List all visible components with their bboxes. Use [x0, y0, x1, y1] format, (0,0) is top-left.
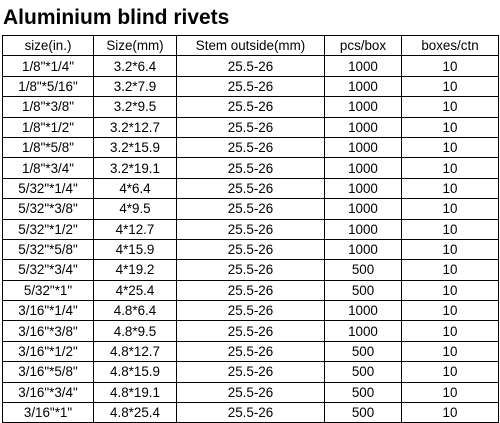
- cell-pcs-per-box: 500: [325, 341, 402, 361]
- column-header-size-in: size(in.): [3, 36, 94, 56]
- table-row: [3, 97, 499, 117]
- cell-boxes-per-ctn: 10: [402, 178, 499, 198]
- cell-stem-outside: 25.5-26: [177, 260, 325, 280]
- cell-size-in: 1/8"*3/4": [3, 158, 94, 178]
- cell-pcs-per-box: 500: [325, 403, 402, 423]
- cell-size-mm: 4*12.7: [94, 219, 177, 239]
- cell-stem-outside: 25.5-26: [177, 219, 325, 239]
- cell-stem-outside: 25.5-26: [177, 56, 325, 76]
- column-header-pcs-per-box: pcs/box: [325, 36, 402, 56]
- cell-stem-outside: 25.5-26: [177, 117, 325, 137]
- cell-boxes-per-ctn: 10: [402, 219, 499, 239]
- cell-boxes-per-ctn: 10: [402, 321, 499, 341]
- cell-boxes-per-ctn: 10: [402, 301, 499, 321]
- cell-size-mm: 3.2*7.9: [94, 76, 177, 96]
- table-row: [3, 362, 499, 382]
- cell-size-mm: 4*9.5: [94, 199, 177, 219]
- table-row: [3, 158, 499, 178]
- cell-stem-outside: 25.5-26: [177, 199, 325, 219]
- cell-stem-outside: 25.5-26: [177, 403, 325, 423]
- cell-size-in: 1/8"*5/8": [3, 137, 94, 157]
- cell-boxes-per-ctn: 10: [402, 280, 499, 300]
- table-row: [3, 403, 499, 423]
- cell-pcs-per-box: 1000: [325, 137, 402, 157]
- cell-size-in: 5/32"*3/8": [3, 199, 94, 219]
- cell-boxes-per-ctn: 10: [402, 199, 499, 219]
- table-row: [3, 76, 499, 96]
- cell-stem-outside: 25.5-26: [177, 239, 325, 259]
- cell-size-mm: 4.8*12.7: [94, 341, 177, 361]
- cell-pcs-per-box: 500: [325, 362, 402, 382]
- table-row: [3, 239, 499, 259]
- table-body: [3, 56, 499, 423]
- cell-pcs-per-box: 1000: [325, 178, 402, 198]
- rivet-spec-table: [2, 35, 499, 423]
- cell-stem-outside: 25.5-26: [177, 280, 325, 300]
- table-row: [3, 178, 499, 198]
- cell-boxes-per-ctn: 10: [402, 76, 499, 96]
- cell-pcs-per-box: 500: [325, 260, 402, 280]
- cell-boxes-per-ctn: 10: [402, 158, 499, 178]
- table-row: [3, 341, 499, 361]
- table-row: [3, 301, 499, 321]
- table-row: [3, 382, 499, 402]
- cell-pcs-per-box: 1000: [325, 199, 402, 219]
- cell-size-mm: 4*25.4: [94, 280, 177, 300]
- cell-size-in: 5/32"*1": [3, 280, 94, 300]
- cell-pcs-per-box: 1000: [325, 97, 402, 117]
- cell-boxes-per-ctn: 10: [402, 117, 499, 137]
- cell-size-in: 3/16"*1": [3, 403, 94, 423]
- cell-size-in: 5/32"*3/4": [3, 260, 94, 280]
- cell-size-mm: 3.2*19.1: [94, 158, 177, 178]
- cell-pcs-per-box: 1000: [325, 117, 402, 137]
- cell-size-in: 1/8"*1/2": [3, 117, 94, 137]
- column-header-stem-outside: Stem outside(mm): [177, 36, 325, 56]
- cell-size-in: 3/16"*5/8": [3, 362, 94, 382]
- table-row: [3, 199, 499, 219]
- cell-stem-outside: 25.5-26: [177, 137, 325, 157]
- table-row: [3, 321, 499, 341]
- cell-size-in: 1/8"*1/4": [3, 56, 94, 76]
- cell-size-in: 1/8"*5/16": [3, 76, 94, 96]
- cell-stem-outside: 25.5-26: [177, 76, 325, 96]
- cell-boxes-per-ctn: 10: [402, 97, 499, 117]
- page-title: Aluminium blind rivets: [3, 6, 230, 29]
- cell-size-mm: 4.8*15.9: [94, 362, 177, 382]
- cell-size-in: 3/16"*3/8": [3, 321, 94, 341]
- cell-stem-outside: 25.5-26: [177, 362, 325, 382]
- cell-boxes-per-ctn: 10: [402, 341, 499, 361]
- cell-stem-outside: 25.5-26: [177, 341, 325, 361]
- cell-boxes-per-ctn: 10: [402, 362, 499, 382]
- cell-size-mm: 3.2*15.9: [94, 137, 177, 157]
- cell-size-mm: 4.8*19.1: [94, 382, 177, 402]
- cell-boxes-per-ctn: 10: [402, 239, 499, 259]
- cell-pcs-per-box: 1000: [325, 56, 402, 76]
- cell-pcs-per-box: 1000: [325, 219, 402, 239]
- table-row: [3, 280, 499, 300]
- cell-size-in: 3/16"*1/2": [3, 341, 94, 361]
- cell-stem-outside: 25.5-26: [177, 97, 325, 117]
- table-row: [3, 260, 499, 280]
- cell-stem-outside: 25.5-26: [177, 301, 325, 321]
- cell-boxes-per-ctn: 10: [402, 403, 499, 423]
- cell-pcs-per-box: 500: [325, 280, 402, 300]
- cell-size-in: 5/32"*5/8": [3, 239, 94, 259]
- cell-size-in: 5/32"*1/2": [3, 219, 94, 239]
- table-row: [3, 137, 499, 157]
- cell-size-in: 1/8"*3/8": [3, 97, 94, 117]
- cell-pcs-per-box: 1000: [325, 239, 402, 259]
- cell-size-mm: 3.2*12.7: [94, 117, 177, 137]
- cell-size-mm: 4.8*25.4: [94, 403, 177, 423]
- cell-size-in: 3/16"*3/4": [3, 382, 94, 402]
- cell-size-mm: 4*15.9: [94, 239, 177, 259]
- cell-pcs-per-box: 1000: [325, 76, 402, 96]
- cell-pcs-per-box: 1000: [325, 321, 402, 341]
- cell-boxes-per-ctn: 10: [402, 260, 499, 280]
- cell-stem-outside: 25.5-26: [177, 178, 325, 198]
- cell-size-in: 5/32"*1/4": [3, 178, 94, 198]
- cell-pcs-per-box: 500: [325, 382, 402, 402]
- table-row: [3, 219, 499, 239]
- cell-size-mm: 3.2*9.5: [94, 97, 177, 117]
- cell-pcs-per-box: 1000: [325, 158, 402, 178]
- cell-size-mm: 4.8*6.4: [94, 301, 177, 321]
- cell-size-in: 3/16"*1/4": [3, 301, 94, 321]
- cell-boxes-per-ctn: 10: [402, 382, 499, 402]
- cell-size-mm: 4.8*9.5: [94, 321, 177, 341]
- table-row: [3, 117, 499, 137]
- cell-size-mm: 4*6.4: [94, 178, 177, 198]
- cell-size-mm: 3.2*6.4: [94, 56, 177, 76]
- cell-size-mm: 4*19.2: [94, 260, 177, 280]
- table-header-row: [3, 36, 499, 56]
- cell-boxes-per-ctn: 10: [402, 56, 499, 76]
- column-header-size-mm: Size(mm): [94, 36, 177, 56]
- column-header-boxes-per-ctn: boxes/ctn: [402, 36, 499, 56]
- cell-stem-outside: 25.5-26: [177, 158, 325, 178]
- cell-pcs-per-box: 1000: [325, 301, 402, 321]
- cell-boxes-per-ctn: 10: [402, 137, 499, 157]
- table-row: [3, 56, 499, 76]
- cell-stem-outside: 25.5-26: [177, 321, 325, 341]
- cell-stem-outside: 25.5-26: [177, 382, 325, 402]
